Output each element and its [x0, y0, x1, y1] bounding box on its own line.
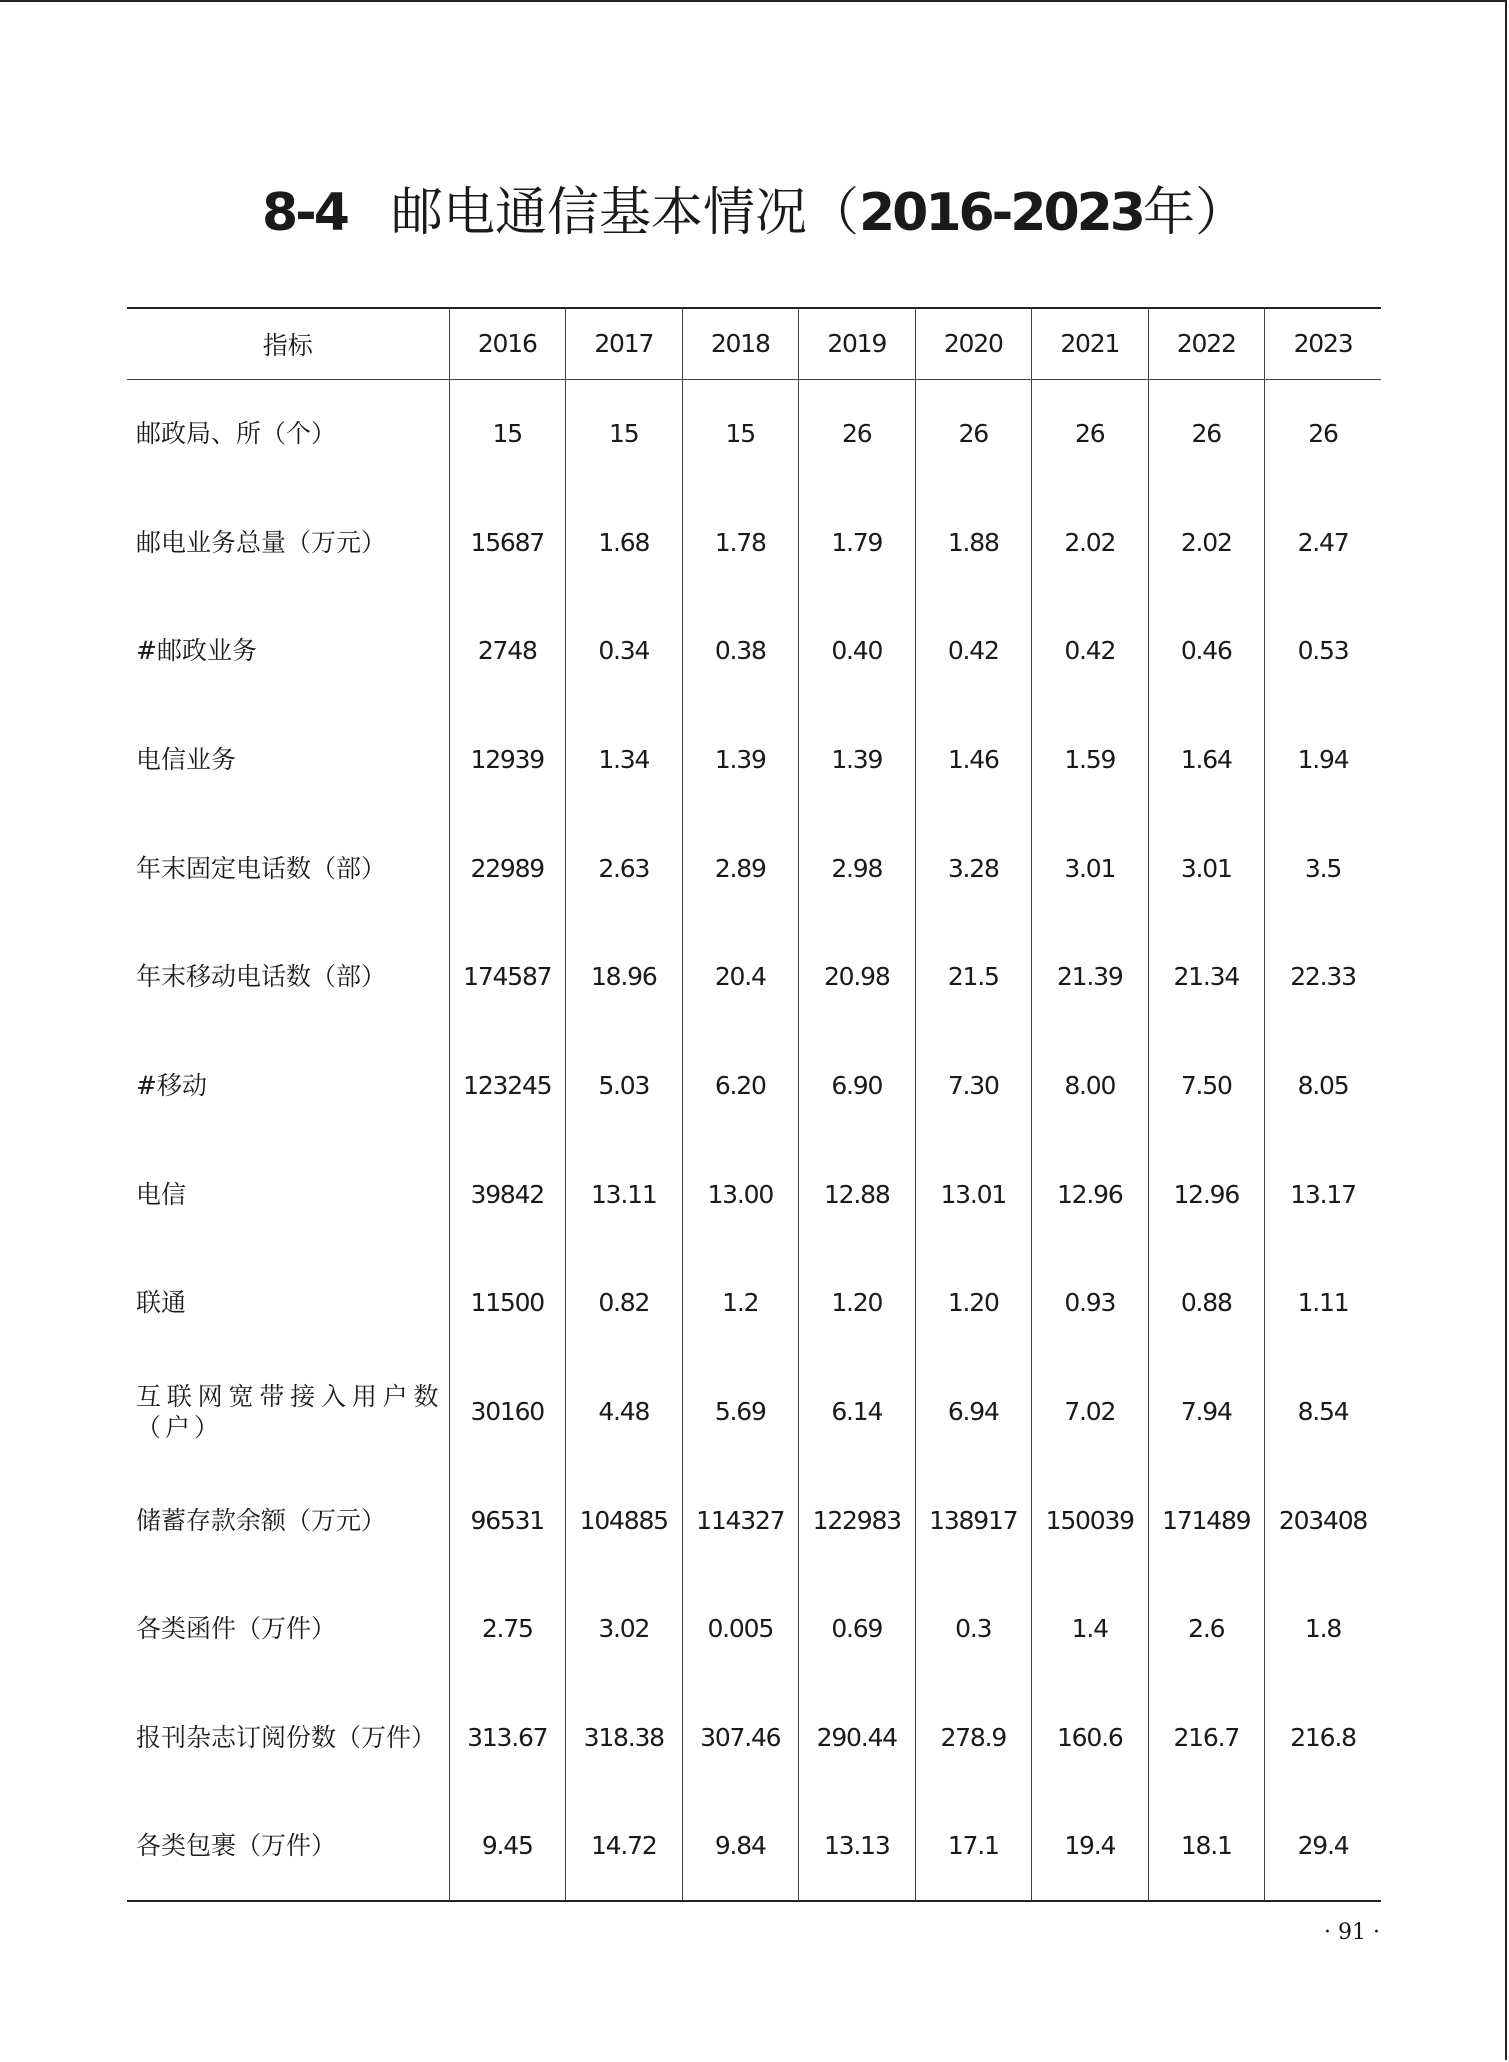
table-cell: 0.42: [1032, 596, 1149, 705]
header-cell-year: 2023: [1265, 308, 1382, 379]
table-row: [127, 922, 1381, 1031]
table-cell: 1.20: [915, 1249, 1032, 1358]
table-row: [127, 488, 1381, 597]
table-cell: 12.96: [1148, 1140, 1265, 1249]
table-cell: 3.02: [566, 1575, 683, 1684]
table-cell: 0.69: [799, 1575, 916, 1684]
table-cell: 15: [566, 379, 683, 488]
table-header-row: [127, 308, 1381, 379]
title-suffix: 年）: [1143, 183, 1248, 243]
table-cell: 318.38: [566, 1683, 683, 1792]
table-cell: 12.88: [799, 1140, 916, 1249]
table-cell: 1.46: [915, 705, 1032, 814]
row-label: 电信业务: [136, 744, 237, 774]
table-cell: 21.39: [1032, 922, 1149, 1031]
row-label: 互联网宽带接入用户数（户）: [136, 1381, 443, 1442]
table-cell: 203408: [1265, 1466, 1382, 1575]
table-cell: 14.72: [566, 1792, 683, 1901]
row-label: 电信: [136, 1179, 187, 1209]
table-row: [127, 1466, 1381, 1575]
table-cell: 3.01: [1032, 814, 1149, 923]
table-cell: 114327: [682, 1466, 799, 1575]
table-cell: 7.94: [1148, 1357, 1265, 1466]
table-cell: 8.00: [1032, 1031, 1149, 1140]
header-cell-indicator: 指标: [127, 308, 449, 379]
table-cell: 2.6: [1148, 1575, 1265, 1684]
table-cell: 104885: [566, 1466, 683, 1575]
table-cell: 30160: [449, 1357, 566, 1466]
table-cell: 13.17: [1265, 1140, 1382, 1249]
row-label: 邮政局、所（个）: [136, 419, 337, 449]
table-cell: 12939: [449, 705, 566, 814]
header-cell-year: 2017: [566, 308, 683, 379]
title-code: 8-4: [261, 183, 347, 243]
row-label: 联通: [136, 1288, 187, 1318]
table-cell: 1.34: [566, 705, 683, 814]
table-cell: 174587: [449, 922, 566, 1031]
title-text: 邮电通信基本情况（: [390, 183, 859, 243]
table-cell: 21.34: [1148, 922, 1265, 1031]
page-number: · 91 ·: [1324, 1920, 1380, 1945]
table-cell: 15: [682, 379, 799, 488]
table-cell: 313.67: [449, 1683, 566, 1792]
table-cell: 0.40: [799, 596, 916, 705]
table-cell: 1.20: [799, 1249, 916, 1358]
header-cell-year: 2018: [682, 308, 799, 379]
table-cell: 8.05: [1265, 1031, 1382, 1140]
table-cell: 0.3: [915, 1575, 1032, 1684]
table-row: [127, 1140, 1381, 1249]
table-cell: 1.94: [1265, 705, 1382, 814]
row-label: 邮电业务总量（万元）: [136, 527, 387, 557]
table-cell: 0.34: [566, 596, 683, 705]
table-cell: 290.44: [799, 1683, 916, 1792]
header-cell-year: 2020: [915, 308, 1032, 379]
table-cell: 2.75: [449, 1575, 566, 1684]
table-cell: 26: [799, 379, 916, 488]
table-cell: 0.88: [1148, 1249, 1265, 1358]
table-cell: 13.01: [915, 1140, 1032, 1249]
table-row: [127, 1683, 1381, 1792]
header-cell-year: 2016: [449, 308, 566, 379]
table-cell: 26: [1032, 379, 1149, 488]
table-cell: 1.39: [799, 705, 916, 814]
table-cell: 138917: [915, 1466, 1032, 1575]
table-cell: 3.5: [1265, 814, 1382, 923]
row-label: #移动: [136, 1070, 207, 1100]
table-cell: 6.20: [682, 1031, 799, 1140]
table-row: [127, 379, 1381, 488]
table-cell: 39842: [449, 1140, 566, 1249]
table-cell: 2.89: [682, 814, 799, 923]
table-row: [127, 1357, 1381, 1466]
table-cell: 7.02: [1032, 1357, 1149, 1466]
table-cell: 2.47: [1265, 488, 1382, 597]
table-cell: 5.03: [566, 1031, 683, 1140]
table-cell: 26: [1265, 379, 1382, 488]
table-cell: 1.2: [682, 1249, 799, 1358]
table-cell: 17.1: [915, 1792, 1032, 1901]
header-cell-year: 2019: [799, 308, 916, 379]
table-cell: 9.84: [682, 1792, 799, 1901]
table-cell: 20.4: [682, 922, 799, 1031]
table-cell: 0.38: [682, 596, 799, 705]
table-cell: 96531: [449, 1466, 566, 1575]
table-cell: 2.02: [1032, 488, 1149, 597]
table-cell: 3.01: [1148, 814, 1265, 923]
table-cell: 0.53: [1265, 596, 1382, 705]
table-cell: 0.93: [1032, 1249, 1149, 1358]
table-cell: 9.45: [449, 1792, 566, 1901]
row-label: 年末移动电话数（部）: [136, 962, 387, 992]
table-cell: 278.9: [915, 1683, 1032, 1792]
table-cell: 22.33: [1265, 922, 1382, 1031]
table-cell: 18.1: [1148, 1792, 1265, 1901]
table-row: [127, 705, 1381, 814]
table-cell: 1.88: [915, 488, 1032, 597]
table-cell: 0.46: [1148, 596, 1265, 705]
table-cell: 11500: [449, 1249, 566, 1358]
row-label: 年末固定电话数（部）: [136, 853, 387, 883]
table-cell: 6.94: [915, 1357, 1032, 1466]
table-row: [127, 1031, 1381, 1140]
table-cell: 12.96: [1032, 1140, 1149, 1249]
table-cell: 1.39: [682, 705, 799, 814]
table-cell: 2748: [449, 596, 566, 705]
table-cell: 21.5: [915, 922, 1032, 1031]
table-cell: 307.46: [682, 1683, 799, 1792]
table-cell: 160.6: [1032, 1683, 1149, 1792]
table-cell: 15: [449, 379, 566, 488]
table-cell: 1.68: [566, 488, 683, 597]
table-row: [127, 596, 1381, 705]
table-cell: 1.79: [799, 488, 916, 597]
row-label: 报刊杂志订阅份数（万件）: [136, 1723, 437, 1753]
table-cell: 19.4: [1032, 1792, 1149, 1901]
row-label: 各类函件（万件）: [136, 1614, 337, 1644]
table-cell: 1.8: [1265, 1575, 1382, 1684]
table-cell: 123245: [449, 1031, 566, 1140]
table-cell: 13.11: [566, 1140, 683, 1249]
table-cell: 13.00: [682, 1140, 799, 1249]
table-cell: 2.63: [566, 814, 683, 923]
table-cell: 2.98: [799, 814, 916, 923]
table-cell: 216.8: [1265, 1683, 1382, 1792]
row-label: 储蓄存款余额（万元）: [136, 1505, 387, 1535]
table-cell: 6.14: [799, 1357, 916, 1466]
table-cell: 1.64: [1148, 705, 1265, 814]
table-cell: 15687: [449, 488, 566, 597]
table-row: [127, 1249, 1381, 1358]
table-cell: 6.90: [799, 1031, 916, 1140]
table-cell: 20.98: [799, 922, 916, 1031]
table-cell: 216.7: [1148, 1683, 1265, 1792]
page-title: [0, 178, 1509, 248]
header-cell-year: 2022: [1148, 308, 1265, 379]
table-cell: 29.4: [1265, 1792, 1382, 1901]
table-row: [127, 1575, 1381, 1684]
table-cell: 26: [915, 379, 1032, 488]
table-cell: 7.30: [915, 1031, 1032, 1140]
table-cell: 122983: [799, 1466, 916, 1575]
statistics-table: [127, 307, 1381, 1902]
table-cell: 22989: [449, 814, 566, 923]
table-cell: 8.54: [1265, 1357, 1382, 1466]
header-cell-year: 2021: [1032, 308, 1149, 379]
table-cell: 5.69: [682, 1357, 799, 1466]
table-row: [127, 814, 1381, 923]
title-years: 2016-2023: [858, 183, 1143, 243]
table-cell: 1.59: [1032, 705, 1149, 814]
table-body: [127, 379, 1381, 1901]
table-cell: 0.42: [915, 596, 1032, 705]
table-cell: 1.11: [1265, 1249, 1382, 1358]
table-cell: 0.005: [682, 1575, 799, 1684]
table-cell: 171489: [1148, 1466, 1265, 1575]
table-cell: 2.02: [1148, 488, 1265, 597]
table-cell: 150039: [1032, 1466, 1149, 1575]
table-cell: 4.48: [566, 1357, 683, 1466]
table-row: [127, 1792, 1381, 1901]
table-cell: 18.96: [566, 922, 683, 1031]
row-label: #邮政业务: [136, 636, 257, 666]
table-cell: 3.28: [915, 814, 1032, 923]
table-cell: 0.82: [566, 1249, 683, 1358]
table-cell: 7.50: [1148, 1031, 1265, 1140]
table-cell: 13.13: [799, 1792, 916, 1901]
row-label: 各类包裹（万件）: [127, 1792, 449, 1901]
table-cell: 26: [1148, 379, 1265, 488]
table-cell: 1.4: [1032, 1575, 1149, 1684]
table-cell: 1.78: [682, 488, 799, 597]
